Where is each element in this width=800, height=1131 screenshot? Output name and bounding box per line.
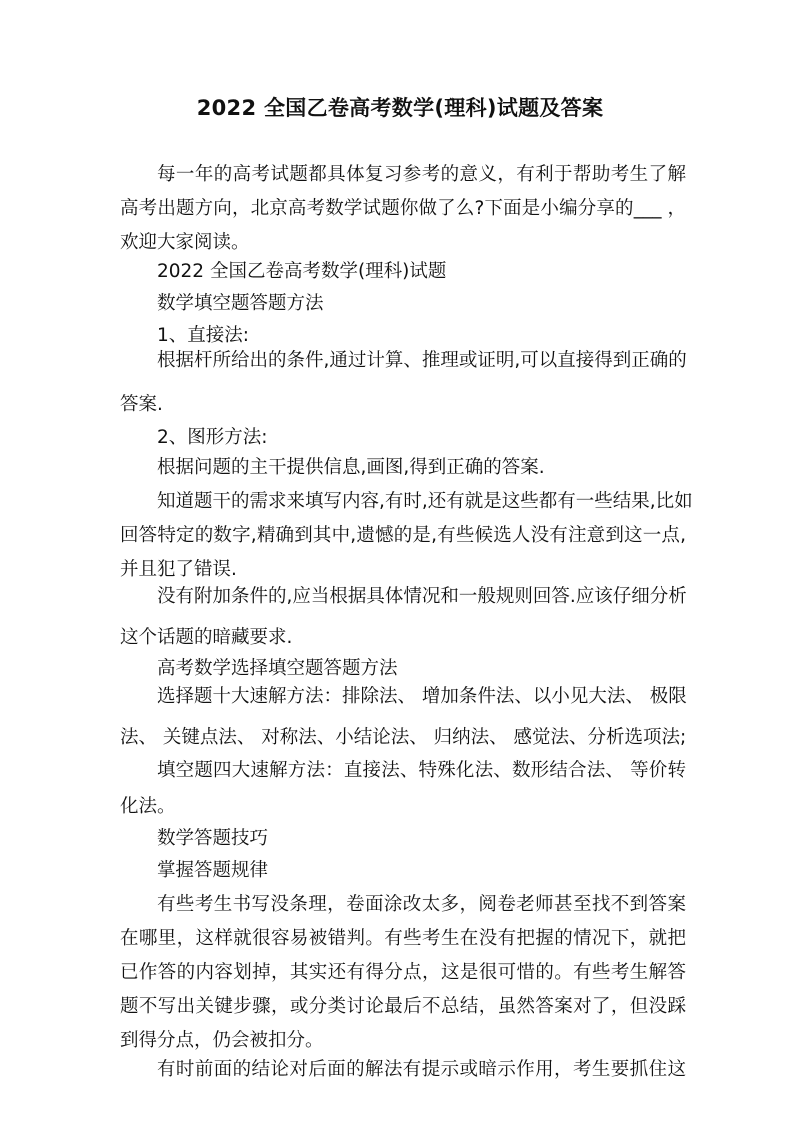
text-line: 欢迎大家阅读。 bbox=[120, 232, 250, 253]
no-condition-paragraph bbox=[120, 580, 686, 614]
direct-method-paragraph-end bbox=[120, 388, 686, 422]
subheading-answer-tips: 数学答题技巧 bbox=[157, 828, 269, 849]
text-line: 选择题十大速解方法：排除法、 增加条件法、以小见大法、 极限 bbox=[157, 686, 687, 707]
choice-methods-paragraph bbox=[120, 680, 686, 714]
text-line: 这个话题的暗藏要求. bbox=[120, 627, 293, 648]
choice-methods-paragraph-end bbox=[120, 721, 686, 755]
subheading-answer-rules: 掌握答题规律 bbox=[157, 860, 269, 881]
no-condition-paragraph-end bbox=[120, 621, 686, 655]
text-line: 根据问题的主干提供信息,画图,得到正确的答案. bbox=[157, 457, 545, 478]
text-line: 题不写出关键步骤，或分类讨论最后不总结，虽然答案对了，但没踩 bbox=[120, 996, 686, 1017]
text-line: 每一年的高考试题都具体复习参考的意义，有利于帮助考生了解 bbox=[157, 164, 686, 185]
text-line: 并且犯了错误. bbox=[120, 559, 237, 580]
text-line: 高考出题方向，北京高考数学试题你做了么?下面是小编分享的___ ， bbox=[120, 198, 686, 219]
text-line: 知道题干的需求来填写内容,有时,还有就是这些都有一些结果,比如 bbox=[157, 491, 693, 512]
fill-in-speed-paragraph bbox=[120, 754, 686, 788]
direct-method-paragraph bbox=[120, 344, 686, 378]
answer-rules-paragraph bbox=[120, 888, 686, 1058]
text-line: 回答特定的数字,精确到其中,遗憾的是,有些候选人没有注意到这一点, bbox=[120, 525, 686, 546]
text-line: 没有附加条件的,应当根据具体情况和一般规则回答.应该仔细分析 bbox=[157, 586, 687, 607]
requirement-paragraph bbox=[120, 485, 693, 587]
graphic-method-paragraph bbox=[120, 451, 686, 485]
text-line: 根据杆所给出的条件,通过计算、推理或证明,可以直接得到正确的 bbox=[157, 350, 687, 371]
text-line: 在哪里，这样就很容易被错判。有些考生在没有把握的情况下，就把 bbox=[120, 928, 686, 949]
text-line: 化法。 bbox=[120, 796, 176, 817]
text-line: 已作答的内容划掉，其实还有得分点，这是很可惜的。有些考生解答 bbox=[120, 962, 686, 983]
text-line: 有时前面的结论对后面的解法有提示或暗示作用，考生要抓住这 bbox=[157, 1059, 686, 1080]
document-title: 2022 全国乙卷高考数学(理科)试题及答案 bbox=[196, 96, 604, 120]
subheading-fill-in-methods: 数学填空题答题方法 bbox=[157, 293, 324, 314]
hint-paragraph bbox=[120, 1053, 686, 1087]
subheading-exam-title: 2022 全国乙卷高考数学(理科)试题 bbox=[157, 261, 447, 282]
text-line: 有些考生书写没条理，卷面涂改太多，阅卷老师甚至找不到答案 bbox=[157, 894, 686, 915]
subheading-direct-method: 1、直接法: bbox=[157, 325, 250, 346]
fill-in-speed-paragraph-end bbox=[120, 790, 686, 824]
text-line: 填空题四大速解方法：直接法、特殊化法、数形结合法、 等价转 bbox=[157, 760, 686, 781]
subheading-choice-methods: 高考数学选择填空题答题方法 bbox=[157, 658, 398, 679]
intro-paragraph bbox=[120, 158, 686, 260]
text-line: 答案. bbox=[120, 394, 163, 415]
text-line: 法、 关键点法、 对称法、小结论法、 归纳法、 感觉法、分析选项法; bbox=[120, 727, 687, 748]
subheading-graphic-method: 2、图形方法: bbox=[157, 427, 268, 448]
text-line: 到得分点，仍会被扣分。 bbox=[120, 1030, 324, 1051]
